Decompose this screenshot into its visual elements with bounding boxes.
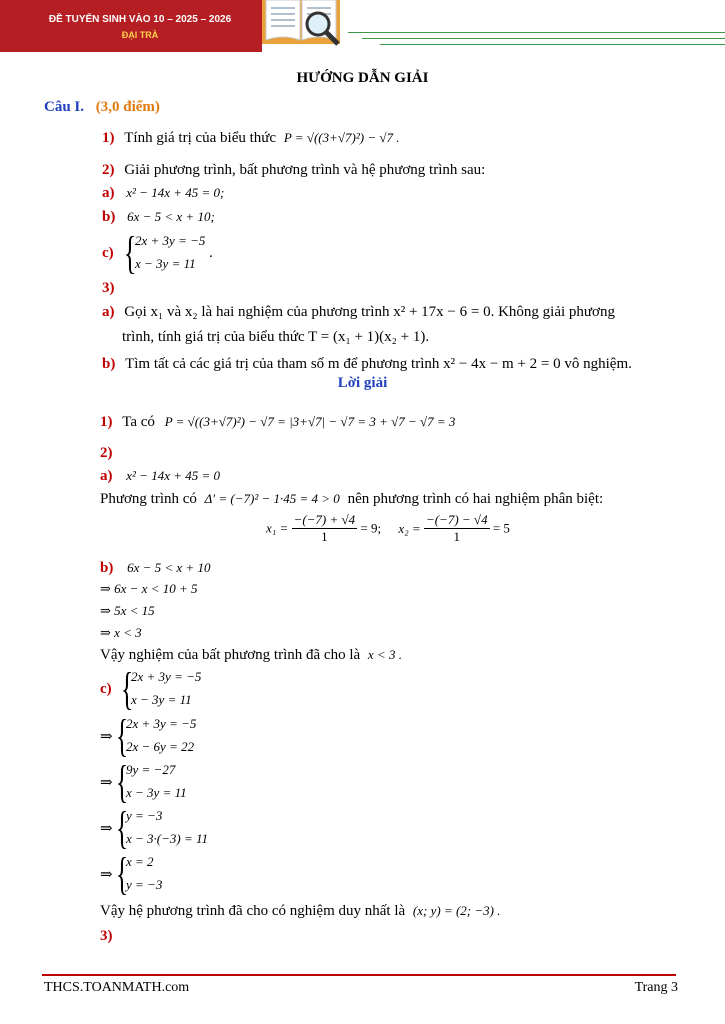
problem-3: 3) <box>102 280 115 296</box>
system-eq: 2x + 3y = −5 <box>131 669 202 684</box>
footer-rule <box>42 974 676 976</box>
exam-subtitle: ĐẠI TRÀ <box>121 30 159 40</box>
solution-3: 3) <box>100 928 113 944</box>
solution-2c-conclusion: Vậy hệ phương trình đã cho có nghiệm duy nhất là (x; y) = (2; −3) . <box>100 903 501 919</box>
implies-sign: ⇒ <box>100 867 113 883</box>
question-label: Câu I. <box>44 99 85 115</box>
solution-2b: b) 6x − 5 < x + 10 <box>100 560 211 576</box>
system-eq: 2x + 3y = −5 <box>126 716 197 731</box>
roots: x₁ = $\frac{-(-7) + √4}{1}$ = 9; x₂ = $\frac{-(-7) - √4}{1}$ = 5 <box>266 512 510 544</box>
system-eq: 9y = −27 <box>126 762 176 777</box>
solution-heading: Lời giải <box>337 375 388 391</box>
system-eq: y = −3 <box>126 877 163 892</box>
solution-2b-conclusion: Vậy nghiệm của bất phương trình đã cho là x < 3 . <box>100 647 402 663</box>
x2-fraction: $\frac{-(-7) - √4}{1}$ <box>425 512 488 544</box>
brace: { <box>121 663 134 714</box>
implies-sign: ⇒ <box>100 775 113 791</box>
system-eq: y = −3 <box>126 808 163 823</box>
solution-2b-step: ⇒ 5x < 15 <box>100 603 155 618</box>
problem-2a: a) x² − 14x + 45 = 0; <box>102 185 225 201</box>
implies-sign: ⇒ <box>100 821 113 837</box>
system-eq: 2x − 6y = 22 <box>126 739 195 754</box>
footer-page: Trang 3 <box>634 980 678 995</box>
brace: { <box>116 848 129 899</box>
system-eq: x − 3·(−3) = 11 <box>126 831 209 846</box>
brace: { <box>116 802 129 853</box>
problem-3b: b) Tìm tất cả các giá trị của tham số m để phương trình x² − 4x − m + 2 = 0 vô nghiệm. <box>102 356 632 372</box>
solution-2: 2) <box>100 445 113 461</box>
solution-2a-delta: Phương trình có Δ′ = (−7)² − 1·45 = 4 > 0 nên phương trình có hai nghiệm phân biệt: <box>100 491 604 507</box>
solution-2b-step: ⇒ 6x − x < 10 + 5 <box>100 581 198 596</box>
system-eq: x − 3y = 11 <box>126 785 187 800</box>
page-title: HƯỚNG DẪN GIẢI <box>296 70 429 86</box>
problem-2c-label: c) <box>102 245 114 261</box>
system-eq: x − 3y = 11 <box>131 692 192 707</box>
problem-2c-eq1: 2x + 3y = −5 <box>135 233 206 248</box>
question-points: (3,0 điểm) <box>95 99 160 115</box>
problem-2b: b) 6x − 5 < x + 10; <box>102 209 215 225</box>
brace: { <box>116 710 129 761</box>
problem-block <box>0 0 725 400</box>
brace: { <box>116 756 129 807</box>
solution-2c-label: c) <box>100 681 112 697</box>
problem-3a-cont: trình, tính giá trị của biểu thức T = (x₁ + 1)(x₂ + 1). <box>122 329 430 345</box>
system-eq: x = 2 <box>126 854 154 869</box>
problem-2: 2) Giải phương trình, bất phương trình và hệ phương trình sau: <box>102 162 486 178</box>
problem-3a: a) Gọi x₁ và x₂ là hai nghiệm của phương trình x² + 17x − 6 = 0. Không giải phương <box>102 304 615 320</box>
x1-fraction: $\frac{-(-7) + √4}{1}$ <box>293 512 356 544</box>
problem-2c-end: . <box>209 245 213 261</box>
footer-site: THCS.TOANMATH.com <box>44 980 190 995</box>
problem-1: 1) Tính giá trị của biểu thức P = √((3+√7)²) − √7 . <box>102 130 400 146</box>
implies-sign: ⇒ <box>100 729 113 745</box>
problem-2c-eq2: x − 3y = 11 <box>135 256 196 271</box>
exam-title: ĐỀ TUYỂN SINH VÀO 10 – 2025 – 2026 <box>48 14 232 25</box>
solution-2a: a) x² − 14x + 45 = 0 <box>100 468 221 484</box>
brace: { <box>124 227 137 278</box>
solution-1: 1) Ta có P = √((3+√7)²) − √7 = |3+√7| − √7 = 3 + √7 − √7 = 3 <box>100 414 456 430</box>
solution-2b-step: ⇒ x < 3 <box>100 625 142 640</box>
